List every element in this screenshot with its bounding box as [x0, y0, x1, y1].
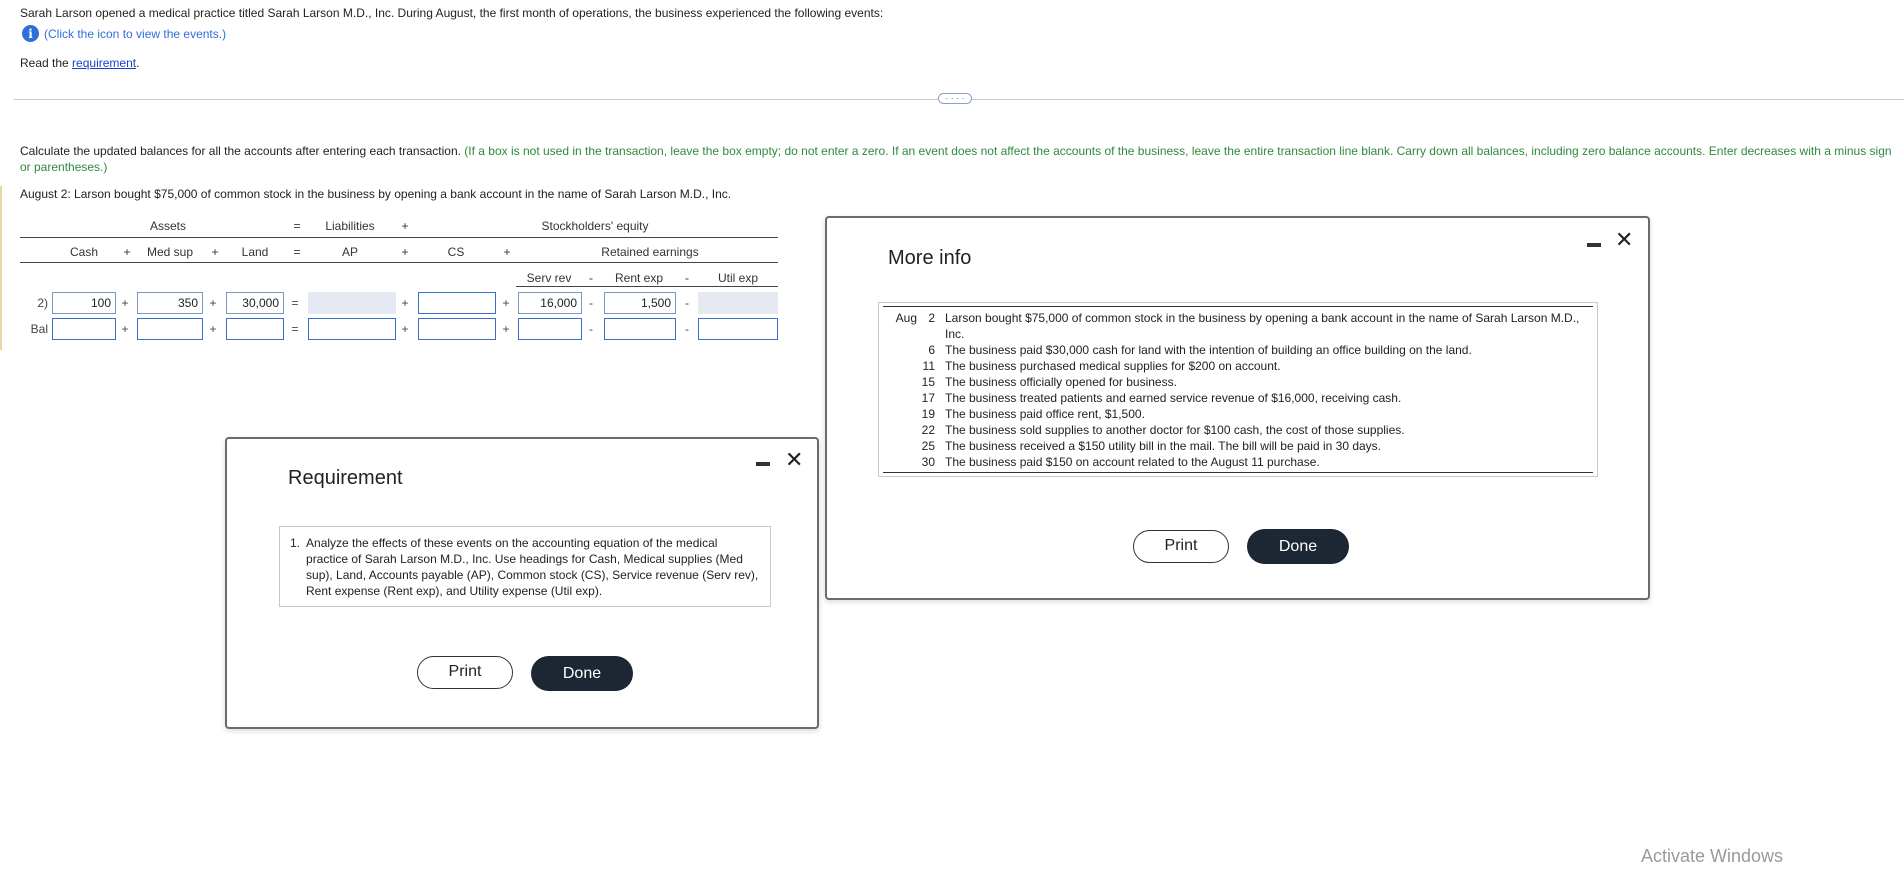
minimize-icon[interactable] — [756, 462, 770, 466]
event-day: 22 — [921, 423, 935, 437]
header-plus-3: + — [401, 245, 409, 259]
event-month — [883, 374, 917, 390]
event-text: The business paid $30,000 cash for land with the intention of building an office building on the land. — [945, 343, 1472, 357]
row2-land-input[interactable]: 30,000 — [226, 292, 284, 314]
header-rule-top — [20, 237, 778, 238]
bal-minus-1: - — [589, 322, 593, 336]
requirement-dialog-title: Requirement — [288, 467, 403, 489]
instructions-note: (If a box is not used in the transaction, leave the box empty; do not enter a zero. If an event does not affect the accounts of the business, leave the entire transaction line blank. Carry down all balances, including zero balance accounts. Enter decreases with a minus sign or parentheses.) — [20, 144, 1892, 174]
header-rent-exp: Rent exp — [614, 271, 664, 285]
header-assets: Assets — [149, 219, 186, 233]
header-equals-2: = — [293, 245, 301, 259]
requirement-item-text: Analyze the effects of these events on the accounting equation of the medical practice of Sarah Larson M.D., Inc. Use headings for Cash, Medical supplies (Med sup), Land, Accounts payable (AP), Common stock (CS), Service revenue (Serv rev), Rent expense (Rent exp), and Utility expense (Util exp). — [306, 536, 759, 598]
left-guide-bar — [0, 186, 4, 350]
row2-cs-input[interactable] — [418, 292, 496, 314]
bal-plus-4: + — [502, 322, 510, 336]
event-row — [883, 342, 1593, 358]
row2-utilexp-input[interactable] — [698, 292, 778, 314]
bal-servrev-input[interactable] — [518, 318, 582, 340]
header-minus-2: - — [685, 271, 689, 285]
event-text: The business treated patients and earned service revenue of $16,000, receiving cash. — [945, 391, 1402, 405]
read-suffix: . — [136, 56, 140, 70]
event-text: The business paid office rent, $1,500. — [945, 407, 1145, 421]
event-row — [883, 374, 1593, 390]
header-retained-earnings: Retained earnings — [601, 245, 699, 259]
bal-medsup-input[interactable] — [137, 318, 203, 340]
event-day: 11 — [922, 359, 935, 373]
event-day: 15 — [921, 375, 935, 389]
event-month — [883, 422, 917, 438]
row2-minus-2: - — [685, 296, 689, 310]
row2-plus-3: + — [401, 296, 409, 310]
bal-land-input[interactable] — [226, 318, 284, 340]
bal-cs-input[interactable] — [418, 318, 496, 340]
row-label-2: 2) — [37, 296, 48, 310]
requirement-link[interactable]: requirement — [72, 56, 137, 70]
row2-plus-2: + — [209, 296, 217, 310]
header-cash: Cash — [69, 245, 98, 259]
events-box — [878, 302, 1598, 477]
requirement-box — [279, 526, 771, 607]
close-icon[interactable]: ✕ — [785, 447, 804, 472]
events-info-label[interactable]: (Click the icon to view the events.) — [44, 26, 227, 41]
event-month — [883, 390, 917, 406]
header-plus-4: + — [503, 245, 511, 259]
header-plus-1: + — [123, 245, 131, 259]
requirement-print-button[interactable]: Print — [417, 656, 513, 689]
event-month — [883, 406, 917, 422]
header-stockholders-equity: Stockholders' equity — [541, 219, 649, 233]
bal-utilexp-input[interactable] — [698, 318, 778, 340]
bal-equals: = — [291, 322, 299, 336]
row2-plus-1: + — [121, 296, 129, 310]
bal-plus-2: + — [209, 322, 217, 336]
activate-windows-watermark: Activate Windows — [1641, 846, 1784, 866]
event-day: 30 — [921, 455, 935, 469]
event-text: The business sold supplies to another doctor for $100 cash, the cost of those supplies. — [945, 423, 1405, 437]
event-description: August 2: Larson bought $75,000 of common stock in the business by opening a bank account in the name of Sarah Larson M.D., Inc. — [20, 187, 732, 201]
header-serv-rev: Serv rev — [526, 271, 572, 285]
header-med-sup: Med sup — [146, 245, 194, 259]
event-month — [883, 438, 917, 454]
more-info-done-button[interactable]: Done — [1247, 529, 1349, 564]
header-rule-mid — [20, 262, 778, 263]
event-day: 2 — [928, 311, 935, 325]
row2-medsup-input[interactable]: 350 — [137, 292, 203, 314]
event-month — [883, 454, 917, 470]
event-row — [883, 310, 1593, 342]
event-row — [883, 438, 1593, 454]
event-day: 25 — [921, 439, 935, 453]
event-text: The business paid $150 on account related to the August 11 purchase. — [945, 455, 1320, 469]
event-day: 19 — [921, 407, 935, 421]
header-equals: = — [293, 219, 301, 233]
bal-rentexp-input[interactable] — [604, 318, 676, 340]
event-row — [883, 454, 1593, 470]
read-prefix: Read the — [20, 56, 73, 70]
row2-rentexp-input[interactable]: 1,500 — [604, 292, 676, 314]
header-rule-re — [516, 286, 778, 287]
close-icon[interactable]: ✕ — [1615, 227, 1634, 252]
instructions — [20, 143, 1900, 175]
event-text: The business received a $150 utility bill in the mail. The bill will be paid in 30 days. — [945, 439, 1382, 453]
event-row — [883, 390, 1593, 406]
row2-cash-input[interactable]: 100 — [52, 292, 116, 314]
events-list — [883, 306, 1593, 473]
bal-minus-2: - — [685, 322, 689, 336]
bal-plus-3: + — [401, 322, 409, 336]
row2-plus-4: + — [502, 296, 510, 310]
event-day: 17 — [921, 391, 935, 405]
requirement-item-number: 1. — [290, 536, 301, 550]
row2-equals: = — [291, 296, 299, 310]
event-text: The business officially opened for business. — [945, 375, 1177, 389]
event-text: The business purchased medical supplies for $200 on account. — [945, 359, 1281, 373]
event-month — [883, 342, 917, 358]
row-label-bal: Bal — [30, 322, 48, 336]
event-month: Aug — [895, 311, 917, 325]
events-info-link[interactable] — [22, 25, 226, 42]
bal-cash-input[interactable] — [52, 318, 116, 340]
requirement-dialog — [225, 437, 819, 729]
event-month — [883, 358, 917, 374]
event-text: Larson bought $75,000 of common stock in the business by opening a bank account in the name of Sarah Larson M.D., Inc. — [945, 311, 1580, 341]
event-row — [883, 406, 1593, 422]
event-row — [883, 358, 1593, 374]
more-info-print-button[interactable]: Print — [1133, 530, 1229, 563]
row2-servrev-input[interactable]: 16,000 — [518, 292, 582, 314]
header-land: Land — [241, 245, 269, 259]
header-liabilities: Liabilities — [325, 219, 375, 233]
row2-ap-input[interactable] — [308, 292, 396, 314]
info-icon[interactable]: i — [22, 25, 39, 42]
read-requirement-line — [20, 56, 139, 70]
header-ap: AP — [341, 245, 358, 259]
intro-text: Sarah Larson opened a medical practice titled Sarah Larson M.D., Inc. During August, the first month of operations, the business experienced the following events: — [20, 6, 884, 20]
row2-minus-1: - — [589, 296, 593, 310]
header-util-exp: Util exp — [717, 271, 758, 285]
requirement-item — [290, 535, 760, 599]
header-cs: CS — [447, 245, 465, 259]
header-plus: + — [401, 219, 409, 233]
header-minus-1: - — [589, 271, 593, 285]
header-plus-2: + — [211, 245, 219, 259]
bal-plus-1: + — [121, 322, 129, 336]
minimize-icon[interactable] — [1587, 243, 1601, 247]
instructions-main: Calculate the updated balances for all the accounts after entering each transaction. — [20, 144, 465, 158]
ellipsis-icon[interactable]: · · · · — [938, 93, 972, 104]
more-info-dialog-title: More info — [888, 247, 972, 269]
bal-ap-input[interactable] — [308, 318, 396, 340]
more-info-dialog — [825, 216, 1650, 600]
event-day: 6 — [928, 343, 935, 357]
requirement-done-button[interactable]: Done — [531, 656, 633, 691]
event-row — [883, 422, 1593, 438]
